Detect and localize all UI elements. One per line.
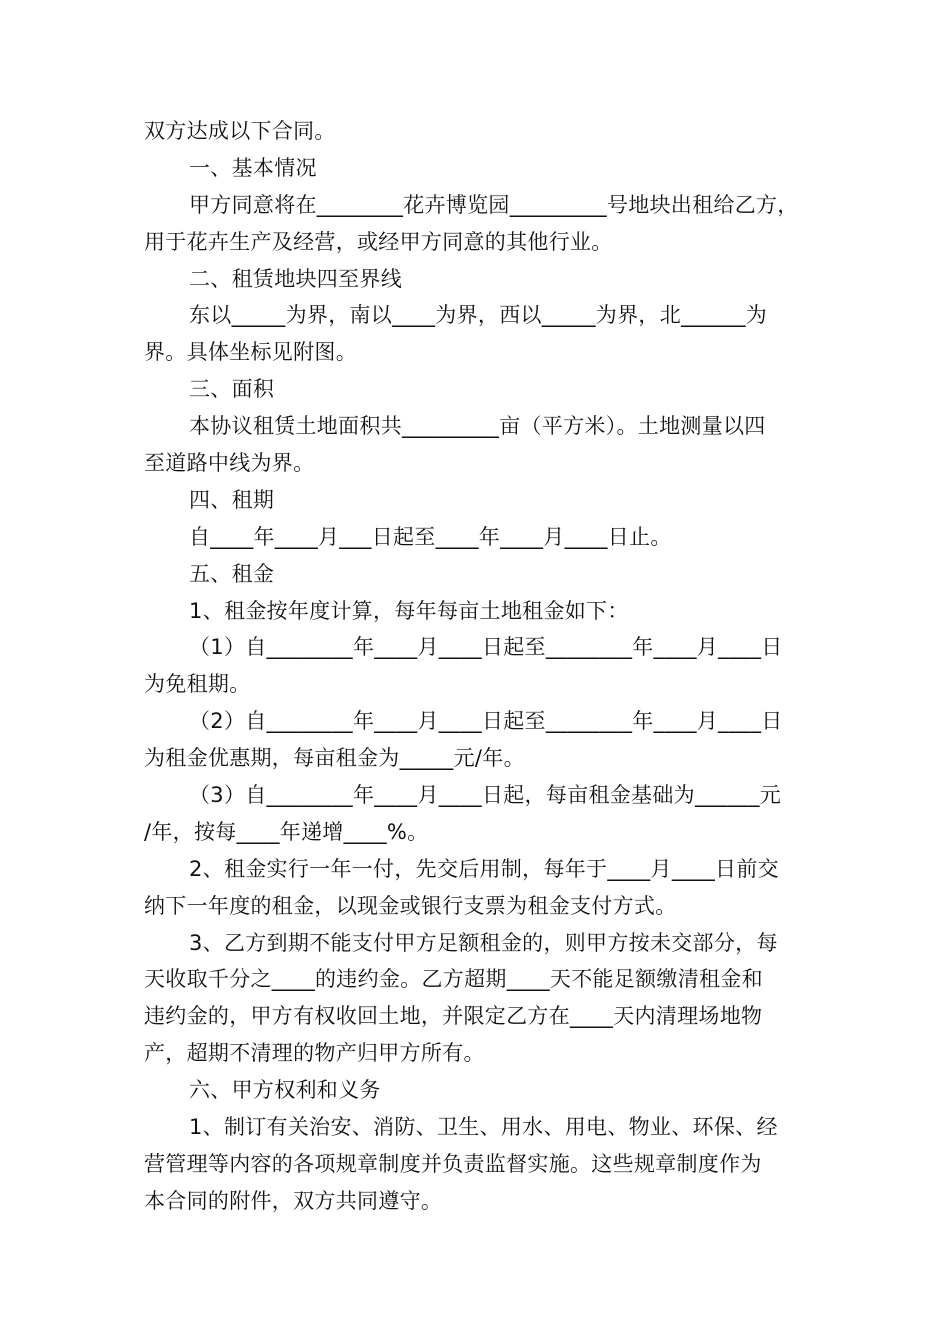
document-line: 用于花卉生产及经营，或经甲方同意的其他行业。	[144, 229, 613, 254]
document-line: 营管理等内容的各项规章制度并负责监督实施。这些规章制度作为	[144, 1151, 762, 1176]
document-line: 3、乙方到期不能支付甲方足额租金的，则甲方按未交部分，每	[189, 930, 778, 955]
document-line: 一、基本情况	[189, 155, 317, 180]
contract-text-body	[144, 113, 810, 1220]
document-line: 2、租金实行一年一付，先交后用制，每年于____月____日前交	[189, 856, 779, 881]
document-line: 自____年____月___日起至____年____月____日止。	[189, 524, 672, 549]
document-line: 纳下一年度的租金，以现金或银行支票为租金支付方式。	[144, 893, 677, 918]
document-line: 1、租金按年度计算，每年每亩土地租金如下：	[189, 598, 629, 623]
document-line: 本协议租赁土地面积共_________亩（平方米）。土地测量以四	[189, 414, 766, 439]
document-line: （1）自________年____月____日起至________年____月____日	[189, 635, 783, 660]
document-line: 四、租期	[189, 487, 275, 512]
document-line: 1、制订有关治安、消防、卫生、用水、用电、物业、环保、经	[189, 1115, 778, 1140]
document-line: 东以_____为界，南以____为界，西以_____为界，北______为	[189, 303, 768, 328]
document-line: 天收取千分之____的违约金。乙方超期____天不能足额缴清租金和	[144, 967, 763, 992]
document-line: 产，超期不清理的物产归甲方所有。	[144, 1041, 485, 1066]
document-line: 违约金的，甲方有权收回土地，并限定乙方在____天内清理场地物	[144, 1004, 763, 1029]
document-line: 双方达成以下合同。	[144, 119, 336, 143]
document-line: 二、租赁地块四至界线	[189, 266, 402, 291]
document-line: 至道路中线为界。	[144, 451, 315, 476]
document-line: 为租金优惠期，每亩租金为_____元/年。	[144, 746, 525, 771]
document-line: 界。具体坐标见附图。	[144, 340, 357, 365]
document-line: 三、面积	[189, 377, 275, 402]
document-line: /年，按每____年递增____%。	[144, 819, 429, 844]
document-line: 六、甲方权利和义务	[189, 1078, 381, 1103]
document-line: （2）自________年____月____日起至________年____月____日	[189, 709, 783, 734]
document-line: （3）自________年____月____日起，每亩租金基础为______元	[189, 783, 782, 808]
document-line: 本合同的附件，双方共同遵守。	[144, 1188, 443, 1213]
document-line: 为免租期。	[144, 672, 251, 697]
document-line: 五、租金	[189, 561, 275, 586]
document-line: 甲方同意将在________花卉博览园_________号地块出租给乙方，	[189, 192, 799, 217]
